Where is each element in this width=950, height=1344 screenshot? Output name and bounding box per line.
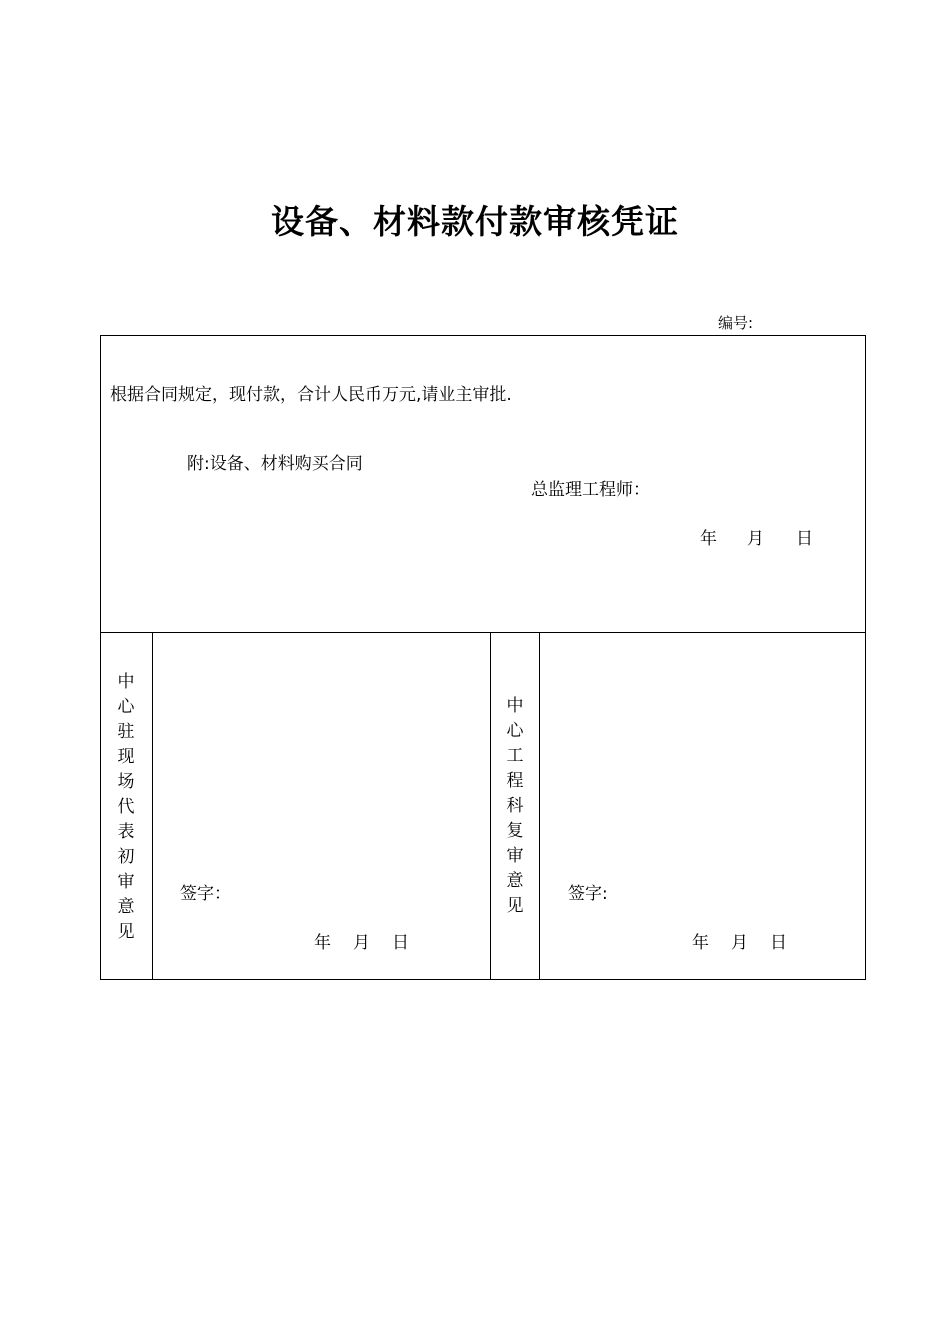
chief-supervisor-label: 总监理工程师： — [531, 480, 650, 500]
onsite-representative-review-label: 中 心 驻 现 场 代 表 初 审 意 见 — [117, 672, 135, 942]
payment-statement: 根据合同规定，现付款，合计人民币万元,请业主审批. — [110, 385, 512, 405]
document-number-label: 编号: — [718, 314, 754, 332]
engineering-review-date — [692, 928, 787, 953]
column-divider — [152, 633, 153, 979]
engineering-dept-review-label: 中 心 工 程 科 复 审 意 见 — [506, 696, 524, 916]
payment-request-section — [101, 336, 865, 633]
date-month-label: 月 — [731, 933, 748, 953]
date-day-label: 日 — [796, 529, 813, 549]
onsite-review-date — [314, 928, 409, 953]
date-month-label: 月 — [353, 933, 370, 953]
date-year-label: 年 — [314, 933, 331, 953]
signature-label: 签字： — [180, 884, 231, 904]
attachment-note: 附:设备、材料购买合同 — [187, 454, 363, 474]
date-month-label: 月 — [747, 529, 764, 549]
date-year-label: 年 — [700, 529, 717, 549]
supervisor-date — [700, 524, 813, 549]
approval-form — [100, 335, 866, 980]
date-day-label: 日 — [770, 933, 787, 953]
date-year-label: 年 — [692, 933, 709, 953]
date-day-label: 日 — [392, 933, 409, 953]
signature-label: 签字: — [568, 884, 608, 904]
page-title: 设备、材料款付款审核凭证 — [271, 202, 679, 241]
